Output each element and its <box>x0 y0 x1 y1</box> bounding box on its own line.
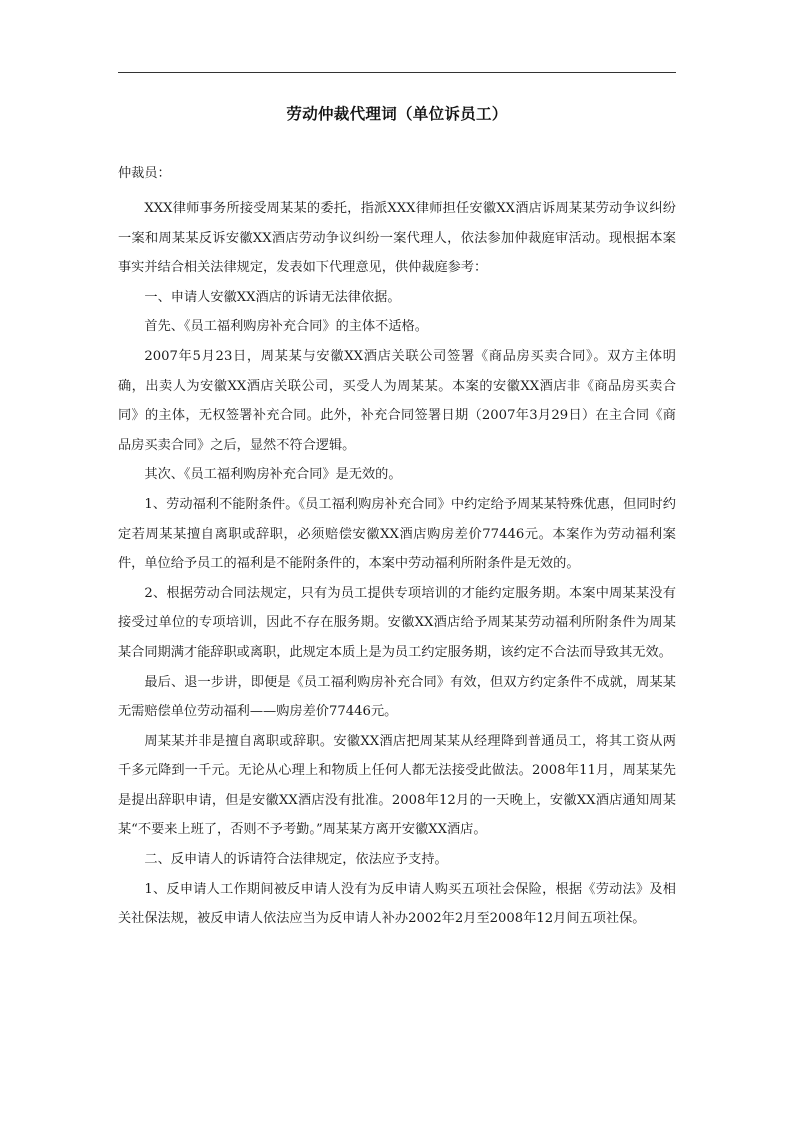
paragraph-first-point: 首先、《员工福利购房补充合同》的主体不适格。 <box>144 319 428 335</box>
paragraph-final-point: 最后、退一步讲，即便是《员工福利购房补充合同》有效，但双方约定条件不成就，周某某无需赔偿单位劳动福利——购房差价77446元。 <box>118 674 676 720</box>
header-rule <box>118 72 676 73</box>
document-title: 劳动仲裁代理词（单位诉员工） <box>286 104 508 123</box>
heading-section-1: 一、申请人安徽XX酒店的诉请无法律依据。 <box>144 289 401 305</box>
document-body <box>118 194 676 934</box>
salutation: 仲裁员： <box>118 166 171 181</box>
paragraph-resignation-facts: 周某某并非是擅自离职或辞职。安徽XX酒店把周某某从经理降到普通员工，将其工资从两千多元降到一千元。无论从心理上和物质上任何人都无法接受此做法。2008年11月，周某某先是提出辞职申请，但是安徽XX酒店没有批准。2008年12月的一天晚上，安徽XX酒店通知周某某“不要来上班了，否则不予考勤。”周某某方离开安徽XX酒店。 <box>118 733 676 838</box>
heading-section-2: 二、反申请人的诉请符合法律规定，依法应予支持。 <box>144 852 448 868</box>
paragraph-service-period: 2、根据劳动合同法规定，只有为员工提供专项培训的才能约定服务期。本案中周某某没有接受过单位的专项培训，因此不存在服务期。安徽XX酒店给予周某某劳动福利所附条件为周某某合同期满才能辞职或离职，此规定本质上是为员工约定服务期，该约定不合法而导致其无效。 <box>118 585 676 660</box>
paragraph-welfare-conditions: 1、劳动福利不能附条件。《员工福利购房补充合同》中约定给予周某某特殊优惠，但同时约定若周某某擅自离职或辞职，必须赔偿安徽XX酒店购房差价77446元。本案作为劳动福利案件，单位给予员工的福利是不能附条件的，本案中劳动福利所附条件是无效的。 <box>118 496 676 572</box>
paragraph-social-insurance: 1、反申请人工作期间被反申请人没有为反申请人购买五项社会保险，根据《劳动法》及相关社保法规，被反申请人依法应当为反申请人补办2002年2月至2008年12月间五项社保。 <box>118 881 676 927</box>
paragraph-intro: XXX律师事务所接受周某某的委托，指派XXX律师担任安徽XX酒店诉周某某劳动争议纠纷一案和周某某反诉安徽XX酒店劳动争议纠纷一案代理人，依法参加仲裁庭审活动。现根据本案事实并结合相关法律规定，发表如下代理意见，供仲裁庭参考： <box>118 201 676 276</box>
paragraph-contract-facts: 2007年5月23日，周某某与安徽XX酒店关联公司签署《商品房买卖合同》。双方主体明确，出卖人为安徽XX酒店关联公司，买受人为周某某。本案的安徽XX酒店非《商品房买卖合同》的主体，无权签署补充合同。此外，补充合同签署日期（2007年3月29日）在主合同《商品房买卖合同》之后，显然不符合逻辑。 <box>118 348 676 453</box>
paragraph-second-point: 其次、《员工福利购房补充合同》是无效的。 <box>144 467 402 483</box>
